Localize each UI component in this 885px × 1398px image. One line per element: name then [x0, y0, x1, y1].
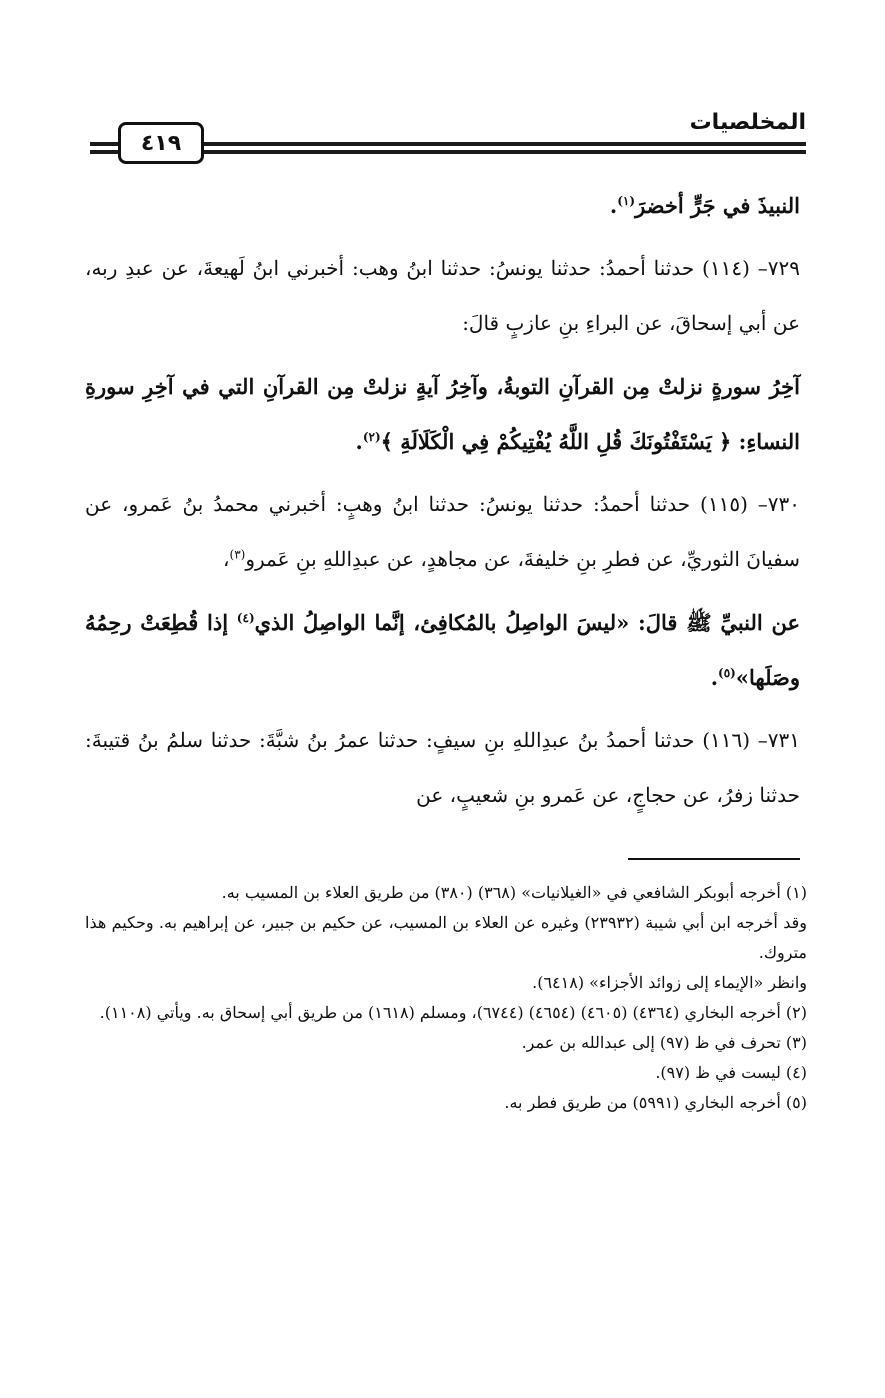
footnote-2: (٢) أخرجه البخاري (٤٣٦٤) (٤٦٠٥) (٤٦٥٤) (٦٧٤٤)، ومسلم (١٦١٨) من طريق أبي إسحاق به. ويأتي (١١٠٨).: [99, 1003, 807, 1022]
hadith-729: ٧٢٩– (١١٤) حدثنا أحمدُ: حدثنا يونسُ: حدثنا ابنُ وهب: أخبرني ابنُ لَهيعةَ، عن عبدِ ربه، عن أبي إسحاقَ، عن البراءِ بنِ عازبٍ قالَ:: [85, 256, 800, 335]
page-number: ٤١٩: [118, 122, 204, 164]
hadith-729-matn: آخِرُ سورةٍ نزلتْ مِن القرآنِ التوبةُ، وآخِرُ آيةٍ نزلتْ مِن القرآنِ التي في آخِرِ سورةِ النساءِ:: [85, 374, 800, 454]
hadith-730: [85, 477, 800, 587]
footnote-ref-1: (١): [617, 194, 636, 208]
paragraph-1-text: النبيذَ في جَرٍّ أخضرَ: [635, 193, 800, 218]
hadith-729-end: .: [355, 429, 363, 454]
hadith-730-matn-end: .: [710, 665, 719, 690]
footnote-separator: [628, 858, 800, 860]
hadith-729-text: [85, 359, 800, 469]
footnote-5: (٥) أخرجه البخاري (٥٩٩١) من طريق فطر به.: [504, 1093, 807, 1112]
footnote-3: (٣) تحرف في ظ (٩٧) إلى عبدالله بن عمر.: [521, 1033, 807, 1052]
quran-verse: ﴿ يَسْتَفْتُونَكَ قُلِ اللَّهُ يُفْتِيكُمْ فِي الْكَلَالَةِ ﴾: [380, 429, 732, 454]
footnote-ref-3: (٣): [229, 547, 246, 562]
hadith-730-matn-a: عن النبيِّ ﷺ قالَ: «ليسَ الواصِلُ بالمُكافِئ، إنَّما الواصِلُ الذي: [254, 610, 800, 635]
paragraph-1: [85, 178, 800, 233]
hadith-730-end: ،: [223, 547, 230, 571]
footnote-ref-5: (٥): [718, 666, 736, 680]
hadith-730-isnad: ٧٣٠– (١١٥) حدثنا أحمدُ: حدثنا يونسُ: حدثنا ابنُ وهبٍ: أخبرني محمدُ بنُ عَمرو، عن سفيانَ الثوريِّ، عن فطرِ بنِ خليفةَ، عن مجاهدٍ، عن عبدِاللهِ بنِ عَمرو: [85, 492, 800, 571]
book-title: المخلصيات: [689, 110, 806, 135]
hadith-730-matn-b: إذا قُطِعَتْ رحِمُهُ وصَلَها»: [85, 610, 800, 690]
hadith-730-text: [85, 595, 800, 705]
footnote-1-continued: وقد أخرجه ابن أبي شيبة (٢٣٩٣٢) وغيره عن العلاء بن المسيب، عن حكيم بن جبير، عن إبراهيم به. وحكيم هذا متروك.: [85, 913, 807, 962]
footnote-ref-4: (٤): [236, 611, 255, 625]
footnote-4: (٤) ليست في ظ (٩٧).: [655, 1063, 807, 1082]
footnote-ref-2: (٢): [362, 430, 381, 444]
footnote-1-see-also: وانظر «الإيماء إلى زوائد الأجزاء» (٦٤١٨).: [532, 973, 807, 992]
hadith-731: ٧٣١– (١١٦) حدثنا أحمدُ بنُ عبدِاللهِ بنِ سيفٍ: حدثنا عمرُ بنُ شبَّةَ: حدثنا سلمُ بنُ قتيبةَ: حدثنا زفرُ، عن حجاجٍ، عن عَمرو بنِ شعيبٍ، عن: [85, 728, 800, 807]
page-header: [90, 108, 806, 164]
footnotes: [85, 878, 807, 1118]
main-text: [85, 178, 800, 831]
footnote-1: (١) أخرجه أبوبكر الشافعي في «الغيلانيات» (٣٦٨) (٣٨٠) من طريق العلاء بن المسيب به.: [221, 883, 807, 902]
paragraph-1-end: .: [609, 193, 618, 218]
